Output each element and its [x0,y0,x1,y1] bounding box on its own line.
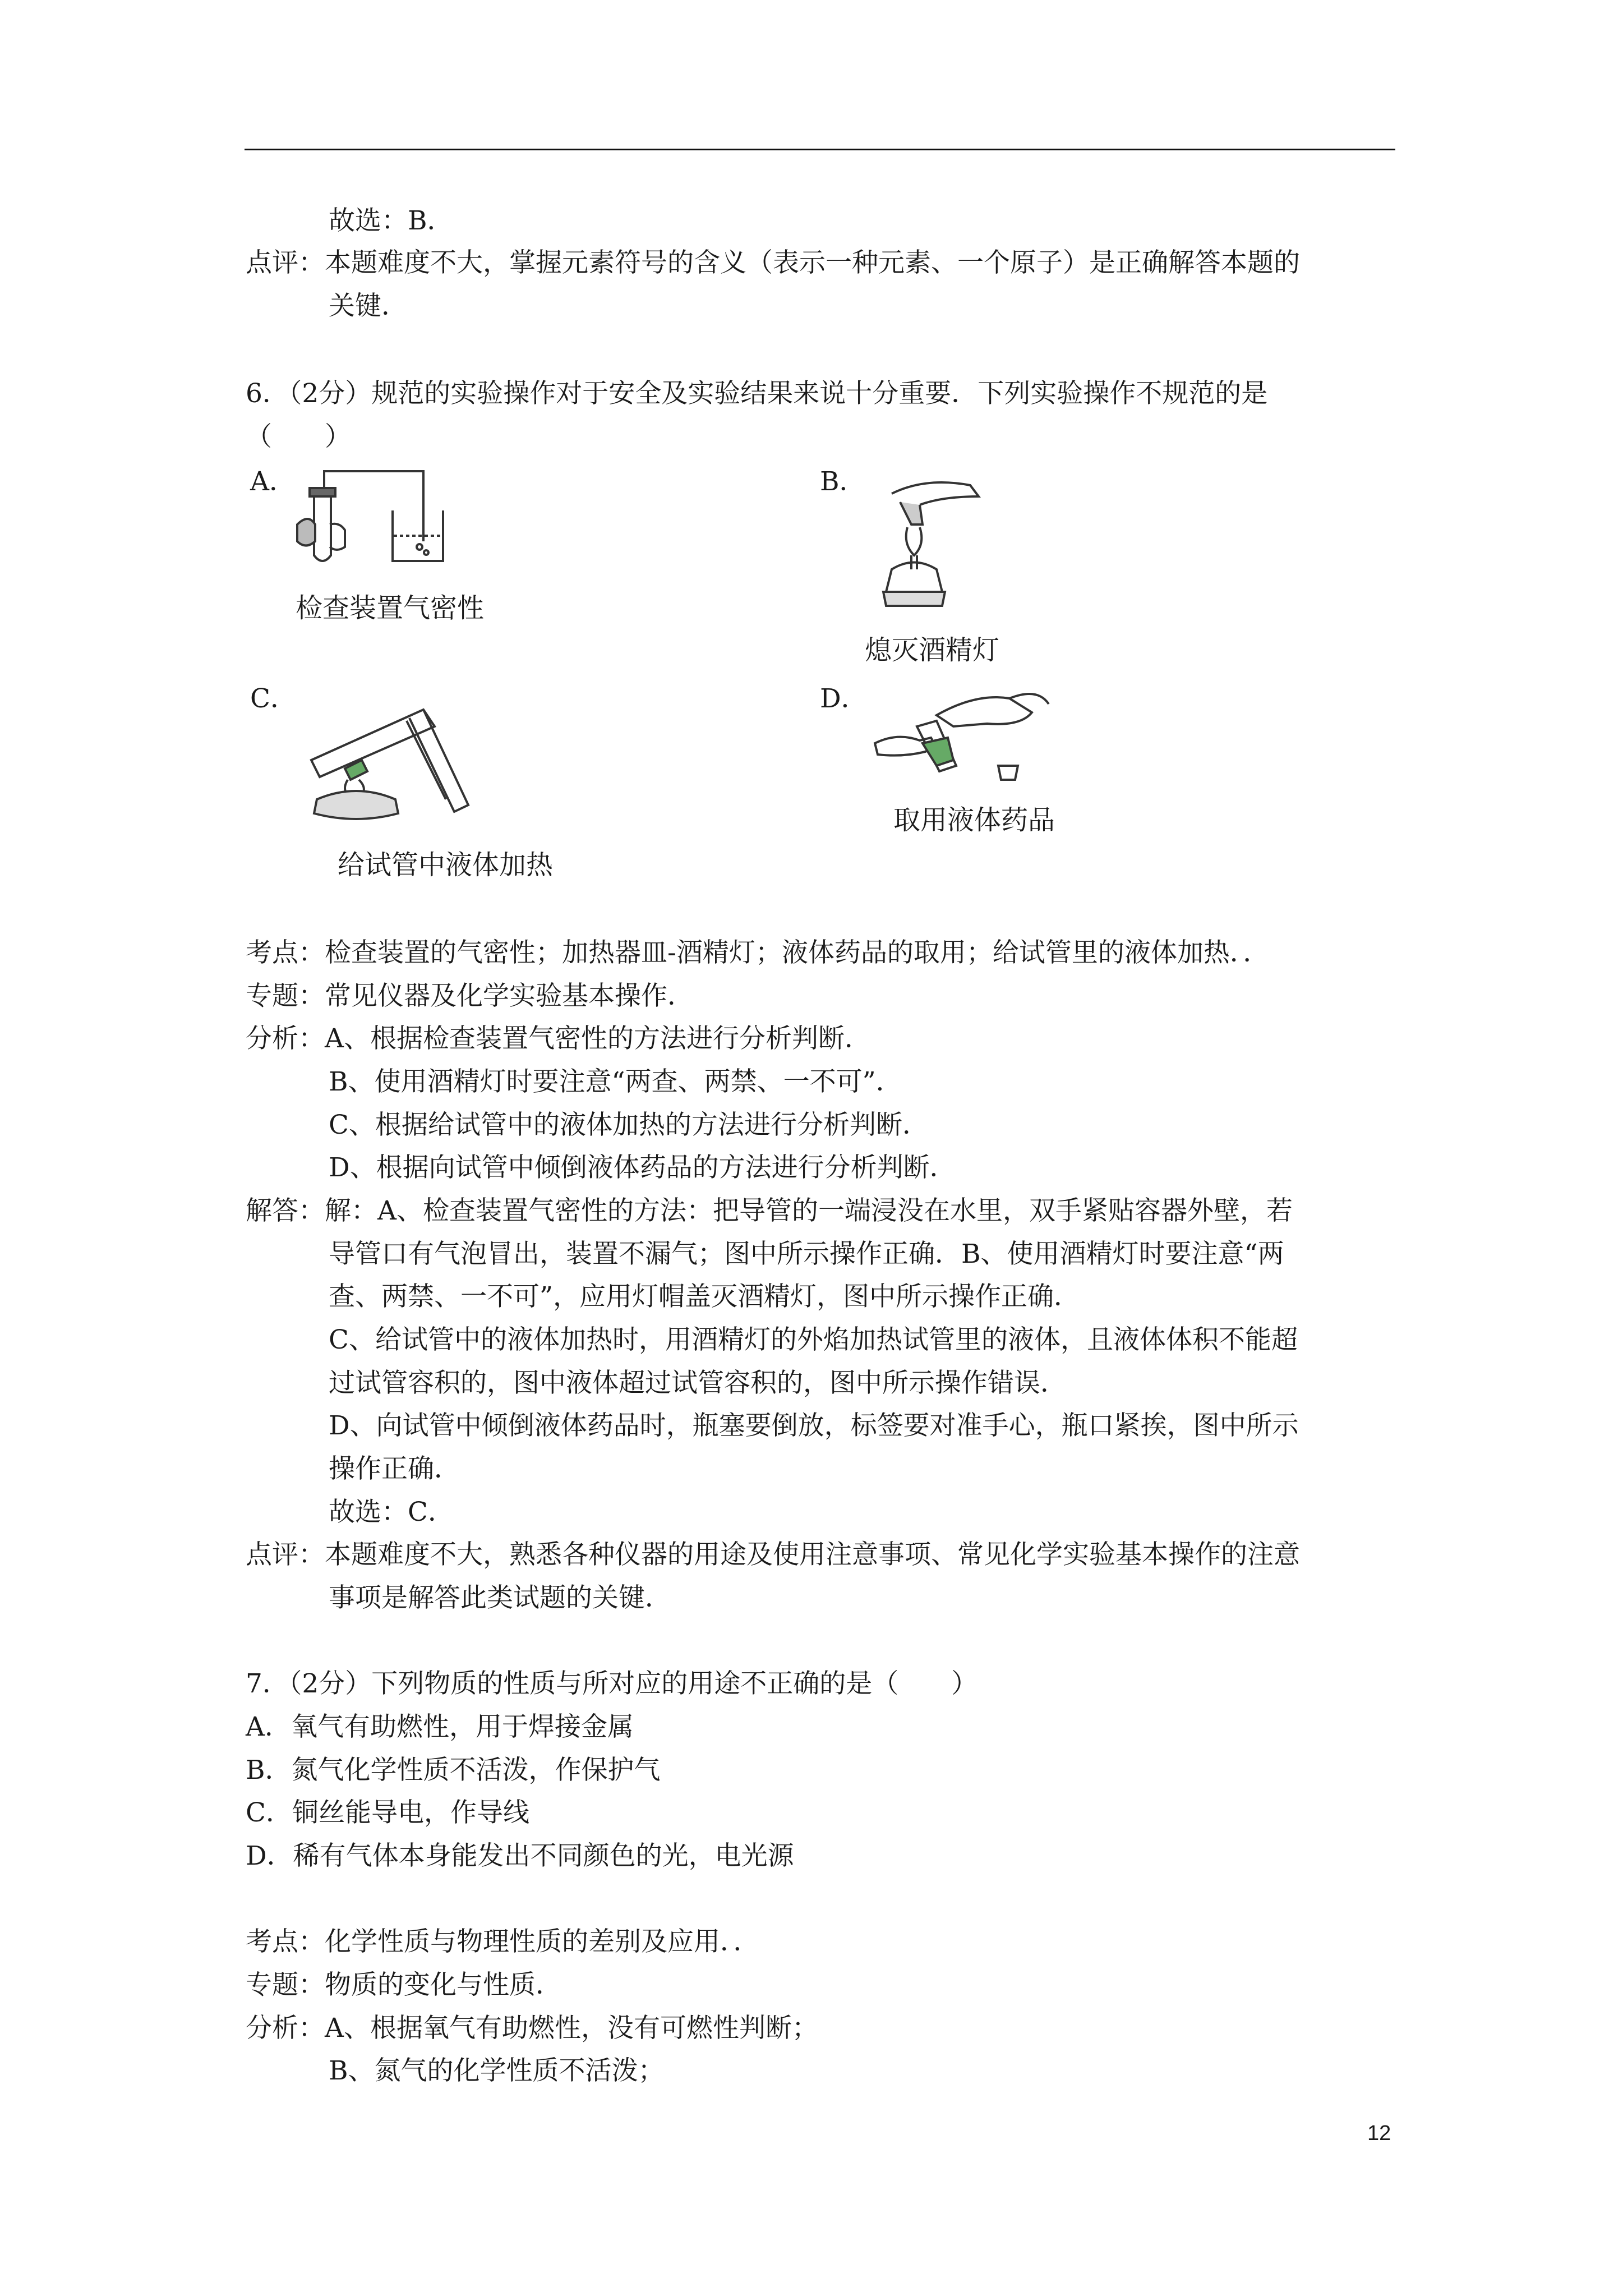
q6-fenxi-line3: C、根据给试管中的液体加热的方法进行分析判断． [329,1110,929,1140]
q6-option-b-caption: 熄灭酒精灯 [865,634,1000,666]
q7-option-d: D．稀有气体本身能发出不同颜色的光，电光源 [246,1841,794,1871]
q7-zhuanti: 专题：物质的变化与性质． [246,1970,562,2000]
airtightness-apparatus-figure [292,457,460,569]
q6-jieda-line1: 解答：解：A、检查装置气密性的方法：把导管的一端浸没在水里，双手紧贴容器外壁，若 [246,1195,1293,1226]
q5-comment-line1: 点评：本题难度不大，掌握元素符号的含义（表示一种元素、一个原子）是正确解答本题的 [246,247,1300,278]
q7-kaodian: 考点：化学性质与物理性质的差别及应用．． [246,1926,760,1957]
q6-option-a-caption: 检查装置气密性 [296,592,485,624]
q6-option-d-letter: D． [820,683,868,714]
q7-option-b: B．氮气化学性质不活泼，作保护气 [246,1755,661,1786]
heat-liquid-tube-figure [294,687,474,827]
q5-comment-line2: 关键． [329,291,408,321]
q7-fenxi-line2: B、氮气的化学性质不活泼； [329,2055,665,2086]
q6-jieda-line8: 故选：C． [329,1497,454,1527]
extinguish-lamp-figure [858,471,993,617]
q6-zhuanti: 专题：常见仪器及化学实验基本操作． [246,981,694,1011]
q6-option-d-caption: 取用液体药品 [893,804,1055,836]
q6-fenxi-line2: B、使用酒精灯时要注意“两查、两禁、一不可”． [329,1066,902,1097]
q7-fenxi-line1: 分析：A、根据氧气有助燃性，没有可燃性判断； [246,2013,818,2044]
q6-stem-line1: 6．（2分）规范的实验操作对于安全及实验结果来说十分重要．下列实验操作不规范的是 [246,378,1268,409]
q6-option-c-caption: 给试管中液体加热 [338,849,554,881]
q7-option-a: A．氧气有助燃性，用于焊接金属 [246,1711,634,1742]
q6-option-b-letter: B． [820,466,866,497]
header-rule [245,149,1395,150]
q6-jieda-line3: 查、两禁、一不可”，应用灯帽盖灭酒精灯，图中所示操作正确． [329,1281,1081,1312]
page-number: 12 [1367,2122,1391,2145]
q6-jieda-line4: C、给试管中的液体加热时，用酒精灯的外焰加热试管里的液体，且液体体积不能超 [329,1324,1298,1355]
q6-jieda-line2: 导管口有气泡冒出，装置不漏气；图中所示操作正确．B、使用酒精灯时要注意“两 [329,1239,1284,1269]
q7-stem: 7．（2分）下列物质的性质与所对应的用途不正确的是（ ） [246,1668,978,1699]
q6-dianping-line1: 点评：本题难度不大，熟悉各种仪器的用途及使用注意事项、常见化学实验基本操作的注意 [246,1539,1300,1570]
q6-fenxi-line4: D、根据向试管中倾倒液体药品的方法进行分析判断． [329,1152,956,1183]
q6-jieda-line7: 操作正确． [329,1453,460,1484]
q6-kaodian: 考点：检查装置的气密性；加热器皿-酒精灯；液体药品的取用；给试管里的液体加热．． [246,937,1270,968]
q6-stem-line2: （ ） [246,421,351,452]
q6-option-c-letter: C． [250,683,297,714]
pour-liquid-figure [864,682,1054,794]
q5-answer: 故选：B． [329,205,454,236]
q6-option-a-letter: A． [250,466,296,497]
q6-jieda-line6: D、向试管中倾倒液体药品时，瓶塞要倒放，标签要对准手心，瓶口紧挨，图中所示 [329,1410,1299,1441]
q6-fenxi-line1: 分析：A、根据检查装置气密性的方法进行分析判断． [246,1023,871,1054]
q6-dianping-line2: 事项是解答此类试题的关键． [329,1582,671,1613]
q6-jieda-line5: 过试管容积的，图中液体超过试管容积的，图中所示操作错误． [329,1368,1067,1398]
q7-option-c: C．铜丝能导电，作导线 [246,1797,529,1828]
